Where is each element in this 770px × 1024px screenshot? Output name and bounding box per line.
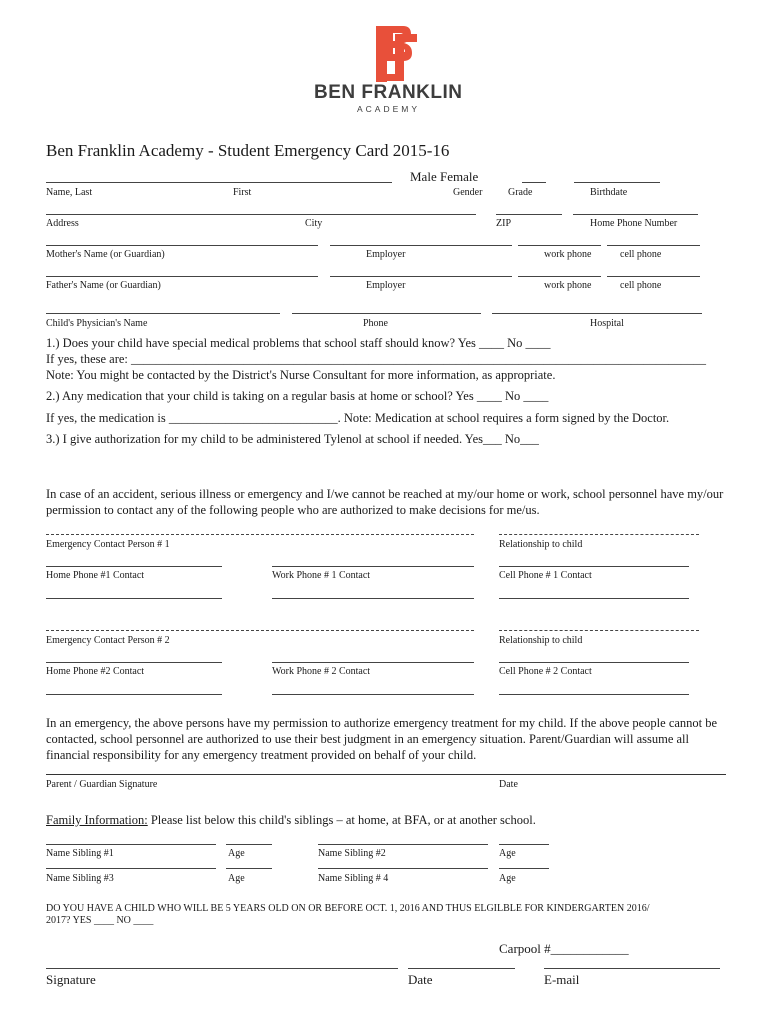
father-employer-line[interactable] xyxy=(330,276,512,277)
father-work-phone-line[interactable] xyxy=(518,276,601,277)
ec2-person-line[interactable] xyxy=(46,630,474,631)
parent-signature-label: Parent / Guardian Signature xyxy=(46,779,158,790)
sibling4-line[interactable] xyxy=(318,868,488,869)
mother-employer-label: Employer xyxy=(366,249,406,260)
ec2-work-entry-line[interactable] xyxy=(272,694,474,695)
physician-phone-line[interactable] xyxy=(292,313,481,314)
father-name-line[interactable] xyxy=(46,276,318,277)
gender-label: Gender xyxy=(453,187,483,198)
emergency-treatment-paragraph: In an emergency, the above persons have my permission to authorize emergency treatment for my child. If the above people cannot be contacted, school personnel are authorized to use their best judgment in an emergency situation. Parent/Guardian will assume all financial responsibility for any emergency treatment provided on behalf of your child. xyxy=(46,716,718,762)
birthdate-line[interactable] xyxy=(574,182,660,183)
sibling3-label: Name Sibling #3 xyxy=(46,873,114,884)
father-cell-phone-label: cell phone xyxy=(620,280,662,291)
sibling1-label: Name Sibling #1 xyxy=(46,848,114,859)
ec1-home-label: Home Phone #1 Contact xyxy=(46,570,145,581)
ec2-home-line[interactable] xyxy=(46,662,222,663)
logo-subtitle: ACADEMY xyxy=(357,104,421,114)
footer-email-label: E-mail xyxy=(544,972,580,987)
mother-work-phone-line[interactable] xyxy=(518,245,601,246)
ec1-home-line[interactable] xyxy=(46,566,222,567)
home-phone-label: Home Phone Number xyxy=(590,218,678,229)
age3-label: Age xyxy=(228,873,245,884)
logo-name: BEN FRANKLIN xyxy=(314,82,463,103)
bf-monogram-icon xyxy=(373,26,419,82)
ec2-cell-label: Cell Phone # 2 Contact xyxy=(499,666,592,677)
ec2-cell-entry-line[interactable] xyxy=(499,694,689,695)
address-line[interactable] xyxy=(46,214,476,215)
sibling2-line[interactable] xyxy=(318,844,488,845)
ec1-work-entry-line[interactable] xyxy=(272,598,474,599)
father-label: Father's Name (or Guardian) xyxy=(46,280,161,291)
ec2-relationship-line[interactable] xyxy=(499,630,699,631)
mother-label: Mother's Name (or Guardian) xyxy=(46,249,165,260)
physician-line[interactable] xyxy=(46,313,280,314)
permission-paragraph: In case of an accident, serious illness or emergency and I/we cannot be reached at my/our home or work, school personnel have my/our permission to contact any of the following people who are authorized to make decisions for me/us. xyxy=(46,487,724,517)
hospital-line[interactable] xyxy=(492,313,702,314)
name-line[interactable] xyxy=(46,182,392,183)
father-work-phone-label: work phone xyxy=(544,280,592,291)
address-label: Address xyxy=(46,218,79,229)
parent-signature-line[interactable] xyxy=(46,774,726,775)
age4-label: Age xyxy=(499,873,516,884)
age4-line[interactable] xyxy=(499,868,549,869)
footer-date-label: Date xyxy=(408,972,433,987)
ec2-cell-line[interactable] xyxy=(499,662,689,663)
city-label: City xyxy=(305,218,323,229)
mother-work-phone-label: work phone xyxy=(544,249,592,260)
sibling1-line[interactable] xyxy=(46,844,216,845)
sibling4-label: Name Sibling # 4 xyxy=(318,873,389,884)
ec2-work-line[interactable] xyxy=(272,662,474,663)
ec1-cell-line[interactable] xyxy=(499,566,689,567)
age3-line[interactable] xyxy=(226,868,272,869)
physician-label: Child's Physician's Name xyxy=(46,318,148,329)
ec1-person-line[interactable] xyxy=(46,534,474,535)
ec1-home-entry-line[interactable] xyxy=(46,598,222,599)
mother-name-line[interactable] xyxy=(46,245,318,246)
age1-line[interactable] xyxy=(226,844,272,845)
footer-signature-line[interactable] xyxy=(46,968,398,969)
kindergarten-question: DO YOU HAVE A CHILD WHO WILL BE 5 YEARS OLD ON OR BEFORE OCT. 1, 2016 AND THUS ELGILBLE FOR KINDERGARTEN 2016/ xyxy=(46,903,650,914)
question-1: 1.) Does your child have special medical problems that school staff should know? Yes ____ No ____ xyxy=(46,336,551,350)
mother-employer-line[interactable] xyxy=(330,245,512,246)
ec2-home-entry-line[interactable] xyxy=(46,694,222,695)
footer-date-line[interactable] xyxy=(408,968,515,969)
gender-options: Male Female xyxy=(410,169,479,184)
zip-label: ZIP xyxy=(496,218,511,229)
age1-label: Age xyxy=(228,848,245,859)
page-title: Ben Franklin Academy - Student Emergency Card 2015-16 xyxy=(46,141,450,160)
grade-line[interactable] xyxy=(522,182,546,183)
ec2-person-label: Emergency Contact Person # 2 xyxy=(46,635,170,646)
father-employer-label: Employer xyxy=(366,280,406,291)
question-1-note: Note: You might be contacted by the District's Nurse Consultant for more information, as appropriate. xyxy=(46,368,556,382)
age2-label: Age xyxy=(499,848,516,859)
sibling3-line[interactable] xyxy=(46,868,216,869)
question-1-if-yes[interactable]: If yes, these are: ____________________________________________________________________________________________ xyxy=(46,352,707,366)
family-info-heading: Family Information: xyxy=(46,813,148,827)
birthdate-label: Birthdate xyxy=(590,187,628,198)
question-3: 3.) I give authorization for my child to be administered Tylenol at school if needed. Yes___ No___ xyxy=(46,432,539,446)
ec2-relationship-label: Relationship to child xyxy=(499,635,583,646)
name-last-label: Name, Last xyxy=(46,187,93,198)
question-2: 2.) Any medication that your child is taking on a regular basis at home or school? Yes ____ No ____ xyxy=(46,389,549,403)
first-label: First xyxy=(233,187,252,198)
sibling2-label: Name Sibling #2 xyxy=(318,848,386,859)
ec1-work-line[interactable] xyxy=(272,566,474,567)
father-cell-phone-line[interactable] xyxy=(607,276,700,277)
ec2-home-label: Home Phone #2 Contact xyxy=(46,666,145,677)
home-phone-line[interactable] xyxy=(573,214,698,215)
physician-phone-label: Phone xyxy=(363,318,388,329)
grade-label: Grade xyxy=(508,187,533,198)
parent-date-label: Date xyxy=(499,779,518,790)
footer-email-line[interactable] xyxy=(544,968,720,969)
ec1-relationship-label: Relationship to child xyxy=(499,539,583,550)
hospital-label: Hospital xyxy=(590,318,624,329)
ec1-person-label: Emergency Contact Person # 1 xyxy=(46,539,170,550)
mother-cell-phone-label: cell phone xyxy=(620,249,662,260)
carpool-field[interactable]: Carpool #____________ xyxy=(499,941,629,956)
mother-cell-phone-line[interactable] xyxy=(607,245,700,246)
footer-signature-label: Signature xyxy=(46,972,96,987)
ec1-relationship-line[interactable] xyxy=(499,534,699,535)
kindergarten-question-answer[interactable]: 2017? YES ____ NO ____ xyxy=(46,915,154,926)
age2-line[interactable] xyxy=(499,844,549,845)
question-2-if-yes[interactable]: If yes, the medication is ___________________________. Note: Medication at school requires a form signed by the Doctor. xyxy=(46,411,670,425)
family-info-line xyxy=(46,813,536,828)
ec1-cell-entry-line[interactable] xyxy=(499,598,689,599)
zip-line[interactable] xyxy=(496,214,562,215)
family-info-text: Please list below this child's siblings – at home, at BFA, or at another school. xyxy=(147,813,536,827)
ec1-work-label: Work Phone # 1 Contact xyxy=(272,570,371,581)
ec2-work-label: Work Phone # 2 Contact xyxy=(272,666,371,677)
ec1-cell-label: Cell Phone # 1 Contact xyxy=(499,570,592,581)
